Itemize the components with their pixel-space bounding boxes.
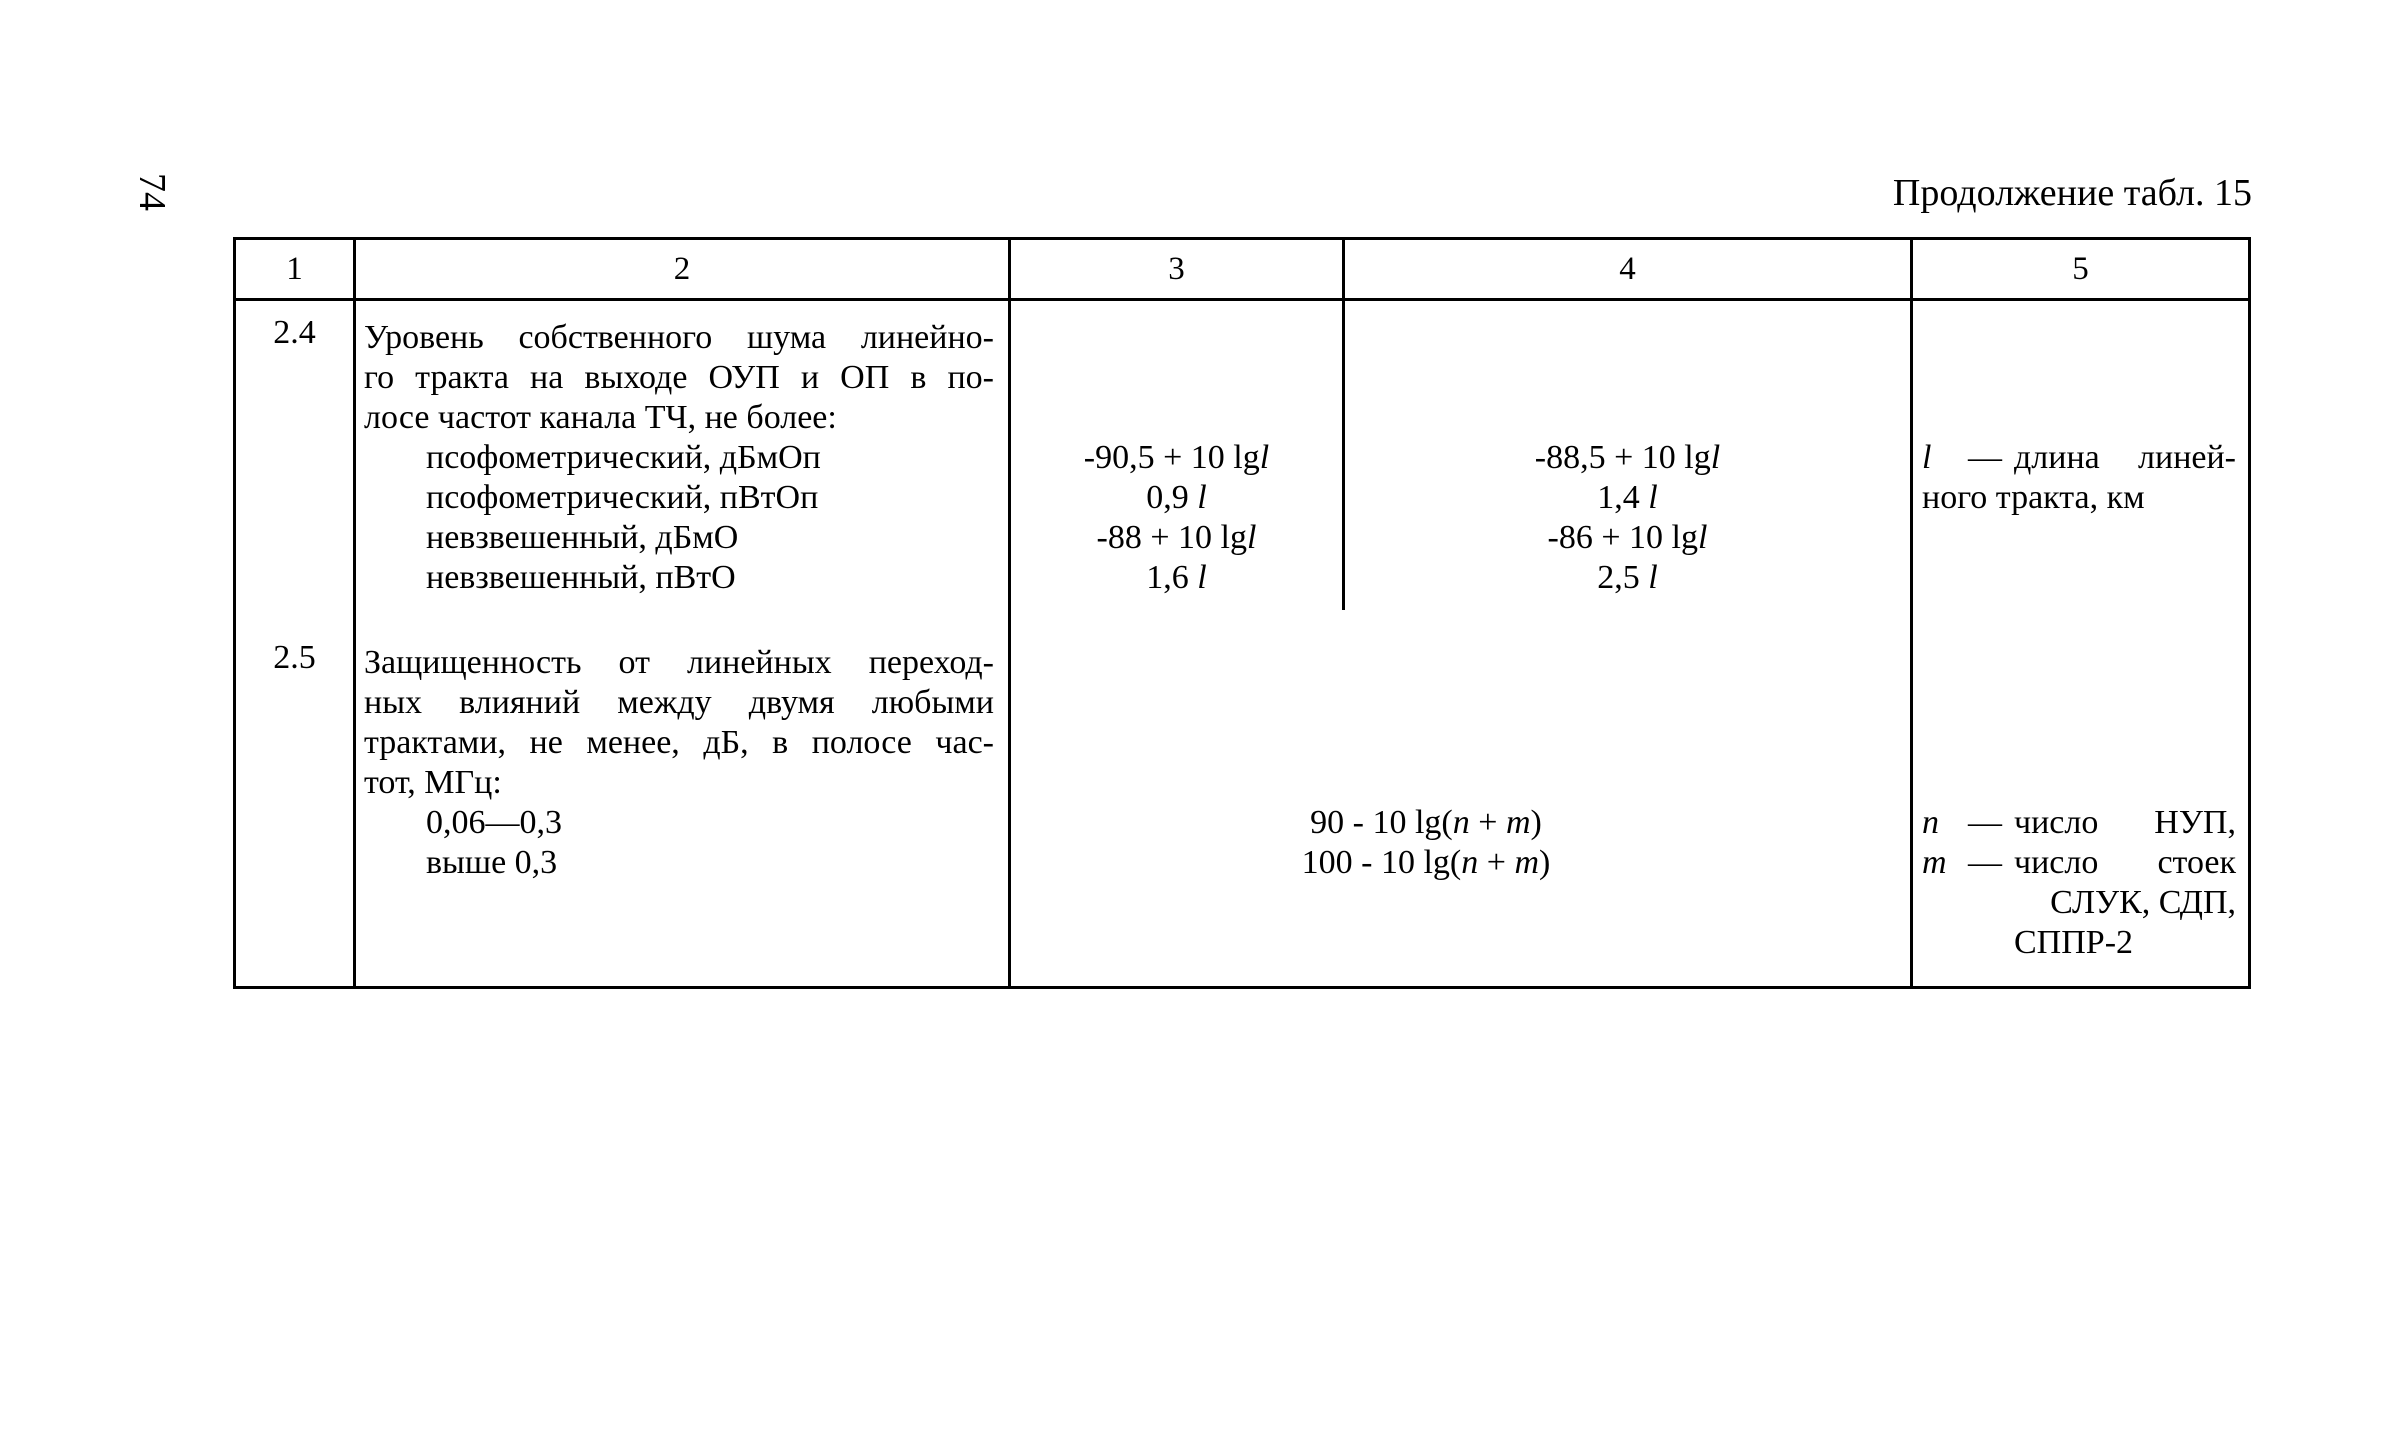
note-line <box>1922 803 2236 843</box>
description-line: ных влияний между двумя любыми <box>364 684 994 721</box>
header-col-4: 4 <box>1619 250 1636 287</box>
note-line <box>1922 843 2236 883</box>
header-col-3: 3 <box>1168 250 1185 287</box>
note-continuation: СЛУК, СДП, <box>2050 884 2236 921</box>
value-cell: 1,6 l <box>1146 559 1207 596</box>
note-dash: — <box>1968 439 2002 476</box>
column-divider-4-5 <box>1910 240 1913 986</box>
row-2-4-number: 2.4 <box>273 314 316 351</box>
row-2-5-number: 2.5 <box>273 639 316 676</box>
note-continuation: ного тракта, км <box>1922 479 2145 516</box>
note-text: число НУП, <box>2014 804 2236 841</box>
note-symbol: m <box>1922 844 1947 881</box>
row-2-4-description <box>364 318 994 598</box>
row-2-4-col4-values <box>1345 438 1910 598</box>
header-col-5: 5 <box>2072 250 2089 287</box>
table-continuation-title: Продолжение табл. 15 <box>1892 172 2252 214</box>
row-2-5-description <box>364 643 994 883</box>
description-line: лосе частот канала ТЧ, не более: <box>364 399 837 436</box>
parameter-item: невзвешенный, пВтО <box>426 559 736 596</box>
description-line: го тракта на выходе ОУП и ОП в по- <box>364 359 994 396</box>
row-2-5-values <box>1276 803 1576 883</box>
page-number: 74 <box>131 173 173 211</box>
value-cell: 2,5 l <box>1597 559 1658 596</box>
note-line <box>1922 438 2236 478</box>
value-cell: -88 + 10 lgl <box>1096 519 1257 556</box>
frequency-item: выше 0,3 <box>426 844 558 881</box>
header-col-1: 1 <box>286 250 303 287</box>
value-cell: 1,4 l <box>1597 479 1658 516</box>
frequency-item: 0,06—0,3 <box>426 804 562 841</box>
value-cell: -90,5 + 10 lgl <box>1083 439 1270 476</box>
header-col-2: 2 <box>673 250 691 287</box>
note-text: число стоек <box>2014 844 2236 881</box>
note-symbol: l <box>1922 439 1932 476</box>
row-2-4-note <box>1922 438 2236 518</box>
note-continuation: СППР-2 <box>2014 924 2134 961</box>
note-dash: — <box>1968 844 2002 881</box>
description-line: Уровень собственного шума линейно- <box>364 319 994 356</box>
row-2-5-notes <box>1922 803 2236 963</box>
note-text: длина линей- <box>2014 439 2236 476</box>
row-2-4-col3-values <box>1011 438 1342 598</box>
column-divider-1-2 <box>353 240 356 986</box>
description-line: тот, МГц: <box>364 764 502 801</box>
specification-table <box>233 237 2251 989</box>
value-cell: 100 - 10 lg(n + m) <box>1301 844 1551 881</box>
column-divider-2-3 <box>1008 240 1011 986</box>
value-cell: 0,9 l <box>1146 479 1207 516</box>
description-line: трактами, не менее, дБ, в полосе час- <box>364 724 994 761</box>
note-symbol: n <box>1922 804 1939 841</box>
parameter-item: псофометрический, пВтОп <box>426 479 819 516</box>
parameter-item: невзвешенный, дБмО <box>426 519 739 556</box>
header-divider <box>236 298 2248 301</box>
note-dash: — <box>1968 804 2002 841</box>
value-cell: -88,5 + 10 lgl <box>1534 439 1721 476</box>
value-cell: -86 + 10 lgl <box>1547 519 1708 556</box>
parameter-item: псофометрический, дБмОп <box>426 439 821 476</box>
description-line: Защищенность от линейных переход- <box>364 644 994 681</box>
value-cell: 90 - 10 lg(n + m) <box>1310 804 1542 841</box>
